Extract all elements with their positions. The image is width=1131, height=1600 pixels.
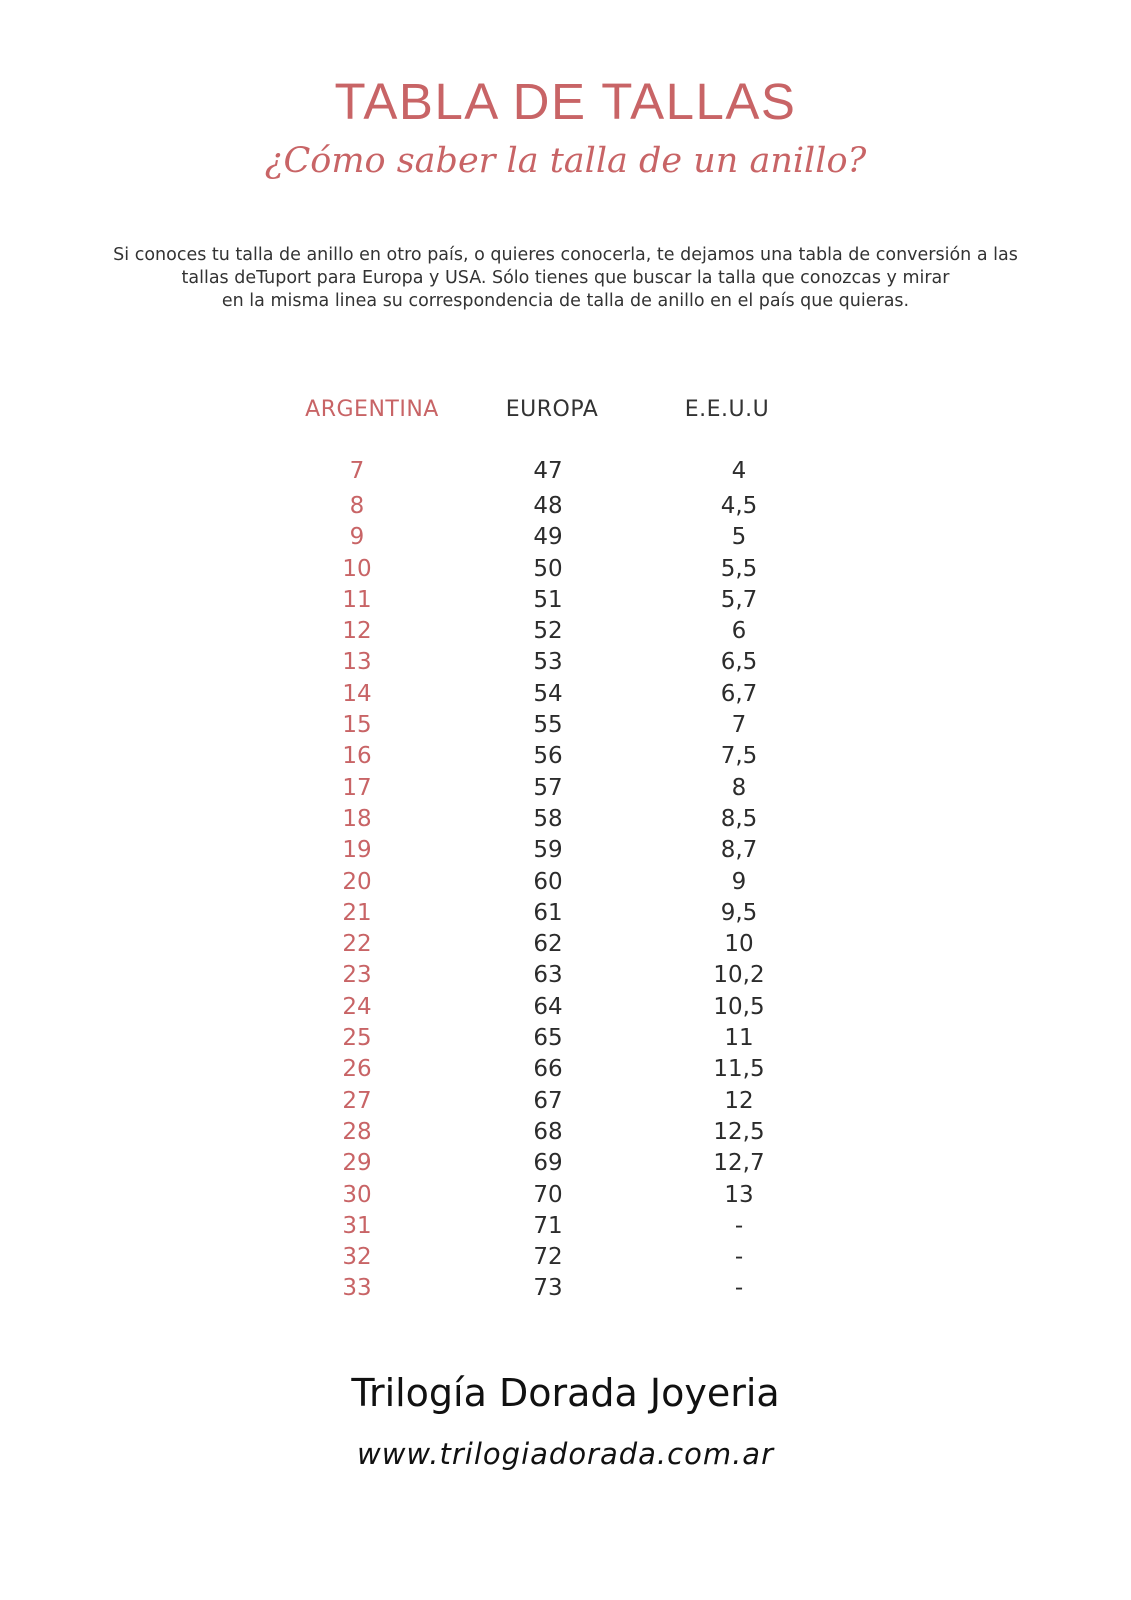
cell-argentina: 26	[342, 1056, 372, 1083]
cell-argentina: 27	[342, 1087, 372, 1114]
cell-usa: 9	[731, 868, 747, 895]
cell-europa: 49	[533, 524, 563, 551]
cell-usa: 7,5	[720, 743, 758, 770]
cell-argentina: 30	[342, 1181, 372, 1208]
cell-usa: 11	[724, 1025, 754, 1052]
cell-europa: 58	[533, 805, 563, 832]
table-row	[0, 1056, 1131, 1087]
cell-argentina: 9	[349, 524, 365, 551]
cell-europa: 73	[533, 1275, 563, 1302]
cell-europa: 50	[533, 555, 563, 582]
table-row	[0, 869, 1131, 900]
cell-usa: -	[734, 1275, 744, 1302]
table-row	[0, 712, 1131, 743]
cell-europa: 71	[533, 1212, 563, 1239]
cell-usa: 5	[731, 524, 747, 551]
table-row	[0, 458, 1131, 493]
cell-argentina: 32	[342, 1244, 372, 1271]
cell-europa: 57	[533, 774, 563, 801]
cell-usa: 5,7	[720, 586, 758, 613]
cell-europa: 59	[533, 837, 563, 864]
cell-argentina: 31	[342, 1212, 372, 1239]
cell-usa: 8,7	[720, 837, 758, 864]
cell-argentina: 21	[342, 899, 372, 926]
intro-line: en la misma linea su correspondencia de talla de anillo en el país que quieras.	[221, 291, 910, 311]
table-row	[0, 1088, 1131, 1119]
cell-europa: 48	[533, 493, 563, 519]
cell-argentina: 11	[342, 586, 372, 613]
table-row	[0, 931, 1131, 962]
table-row	[0, 1150, 1131, 1181]
cell-argentina: 25	[342, 1025, 372, 1052]
cell-europa: 65	[533, 1025, 563, 1052]
table-row	[0, 618, 1131, 649]
column-header-europa: EUROPA	[505, 397, 599, 422]
cell-europa: 68	[533, 1118, 563, 1145]
cell-argentina: 18	[342, 805, 372, 832]
cell-europa: 52	[533, 618, 563, 645]
table-row	[0, 1213, 1131, 1244]
cell-argentina: 14	[342, 680, 372, 707]
cell-europa: 55	[533, 712, 563, 739]
cell-usa: -	[734, 1212, 744, 1239]
cell-argentina: 22	[342, 931, 372, 958]
cell-usa: 8	[731, 774, 747, 801]
cell-argentina: 10	[342, 555, 372, 582]
page-subtitle: ¿Cómo saber la talla de un anillo?	[264, 141, 867, 181]
cell-usa: 12,7	[713, 1150, 765, 1177]
cell-argentina: 12	[342, 618, 372, 645]
table-row	[0, 1275, 1131, 1306]
cell-europa: 63	[533, 962, 563, 989]
cell-argentina: 8	[349, 493, 365, 519]
cell-europa: 47	[533, 458, 563, 484]
cell-usa: 13	[724, 1181, 754, 1208]
cell-usa: 5,5	[720, 555, 758, 582]
intro-line: tallas deTuport para Europa y USA. Sólo tienes que buscar la talla que conozcas y mirar	[181, 268, 950, 288]
table-row	[0, 900, 1131, 931]
table-row	[0, 649, 1131, 680]
cell-usa: 4	[731, 458, 747, 484]
cell-argentina: 16	[342, 743, 372, 770]
table-row	[0, 994, 1131, 1025]
page-title: TABLA DE TALLAS	[334, 73, 797, 130]
cell-argentina: 20	[342, 868, 372, 895]
cell-usa: 6,7	[720, 680, 758, 707]
cell-usa: 8,5	[720, 805, 758, 832]
cell-europa: 67	[533, 1087, 563, 1114]
table-row	[0, 1182, 1131, 1213]
cell-europa: 51	[533, 586, 563, 613]
table-row	[0, 806, 1131, 837]
table-row	[0, 524, 1131, 555]
cell-argentina: 29	[342, 1150, 372, 1177]
size-table	[0, 458, 1131, 1307]
cell-europa: 72	[533, 1244, 563, 1271]
cell-usa: 12	[724, 1087, 754, 1114]
intro-paragraph	[0, 244, 1131, 313]
cell-argentina: 24	[342, 993, 372, 1020]
cell-europa: 53	[533, 649, 563, 676]
website-url: www.trilogiadorada.com.ar	[357, 1437, 774, 1471]
cell-europa: 69	[533, 1150, 563, 1177]
cell-europa: 60	[533, 868, 563, 895]
table-row	[0, 493, 1131, 524]
cell-usa: 7	[731, 712, 747, 739]
cell-argentina: 7	[349, 458, 365, 484]
cell-usa: 10,5	[713, 993, 765, 1020]
cell-usa: 9,5	[720, 899, 758, 926]
table-row	[0, 681, 1131, 712]
column-header-argentina: ARGENTINA	[305, 397, 439, 422]
table-row	[0, 962, 1131, 993]
cell-usa: 10	[724, 931, 754, 958]
cell-argentina: 13	[342, 649, 372, 676]
cell-europa: 54	[533, 680, 563, 707]
cell-usa: -	[734, 1244, 744, 1271]
cell-argentina: 15	[342, 712, 372, 739]
cell-argentina: 23	[342, 962, 372, 989]
cell-europa: 62	[533, 931, 563, 958]
cell-usa: 6	[731, 618, 747, 645]
cell-europa: 56	[533, 743, 563, 770]
column-header-usa: E.E.U.U	[684, 397, 770, 422]
cell-europa: 70	[533, 1181, 563, 1208]
cell-usa: 4,5	[720, 493, 758, 519]
table-row	[0, 556, 1131, 587]
cell-usa: 10,2	[713, 962, 765, 989]
cell-argentina: 19	[342, 837, 372, 864]
intro-line: Si conoces tu talla de anillo en otro país, o quieres conocerla, te dejamos una tabla de conversión a las	[113, 245, 1018, 265]
table-row	[0, 1244, 1131, 1275]
table-row	[0, 743, 1131, 774]
cell-usa: 11,5	[713, 1056, 765, 1083]
cell-europa: 61	[533, 899, 563, 926]
cell-europa: 66	[533, 1056, 563, 1083]
cell-argentina: 28	[342, 1118, 372, 1145]
cell-argentina: 33	[342, 1275, 372, 1302]
table-row	[0, 1119, 1131, 1150]
table-row	[0, 587, 1131, 618]
table-row	[0, 837, 1131, 868]
table-row	[0, 1025, 1131, 1056]
cell-usa: 6,5	[720, 649, 758, 676]
cell-europa: 64	[533, 993, 563, 1020]
cell-usa: 12,5	[713, 1118, 765, 1145]
brand-name: Trilogía Dorada Joyeria	[351, 1371, 780, 1415]
table-row	[0, 775, 1131, 806]
cell-argentina: 17	[342, 774, 372, 801]
